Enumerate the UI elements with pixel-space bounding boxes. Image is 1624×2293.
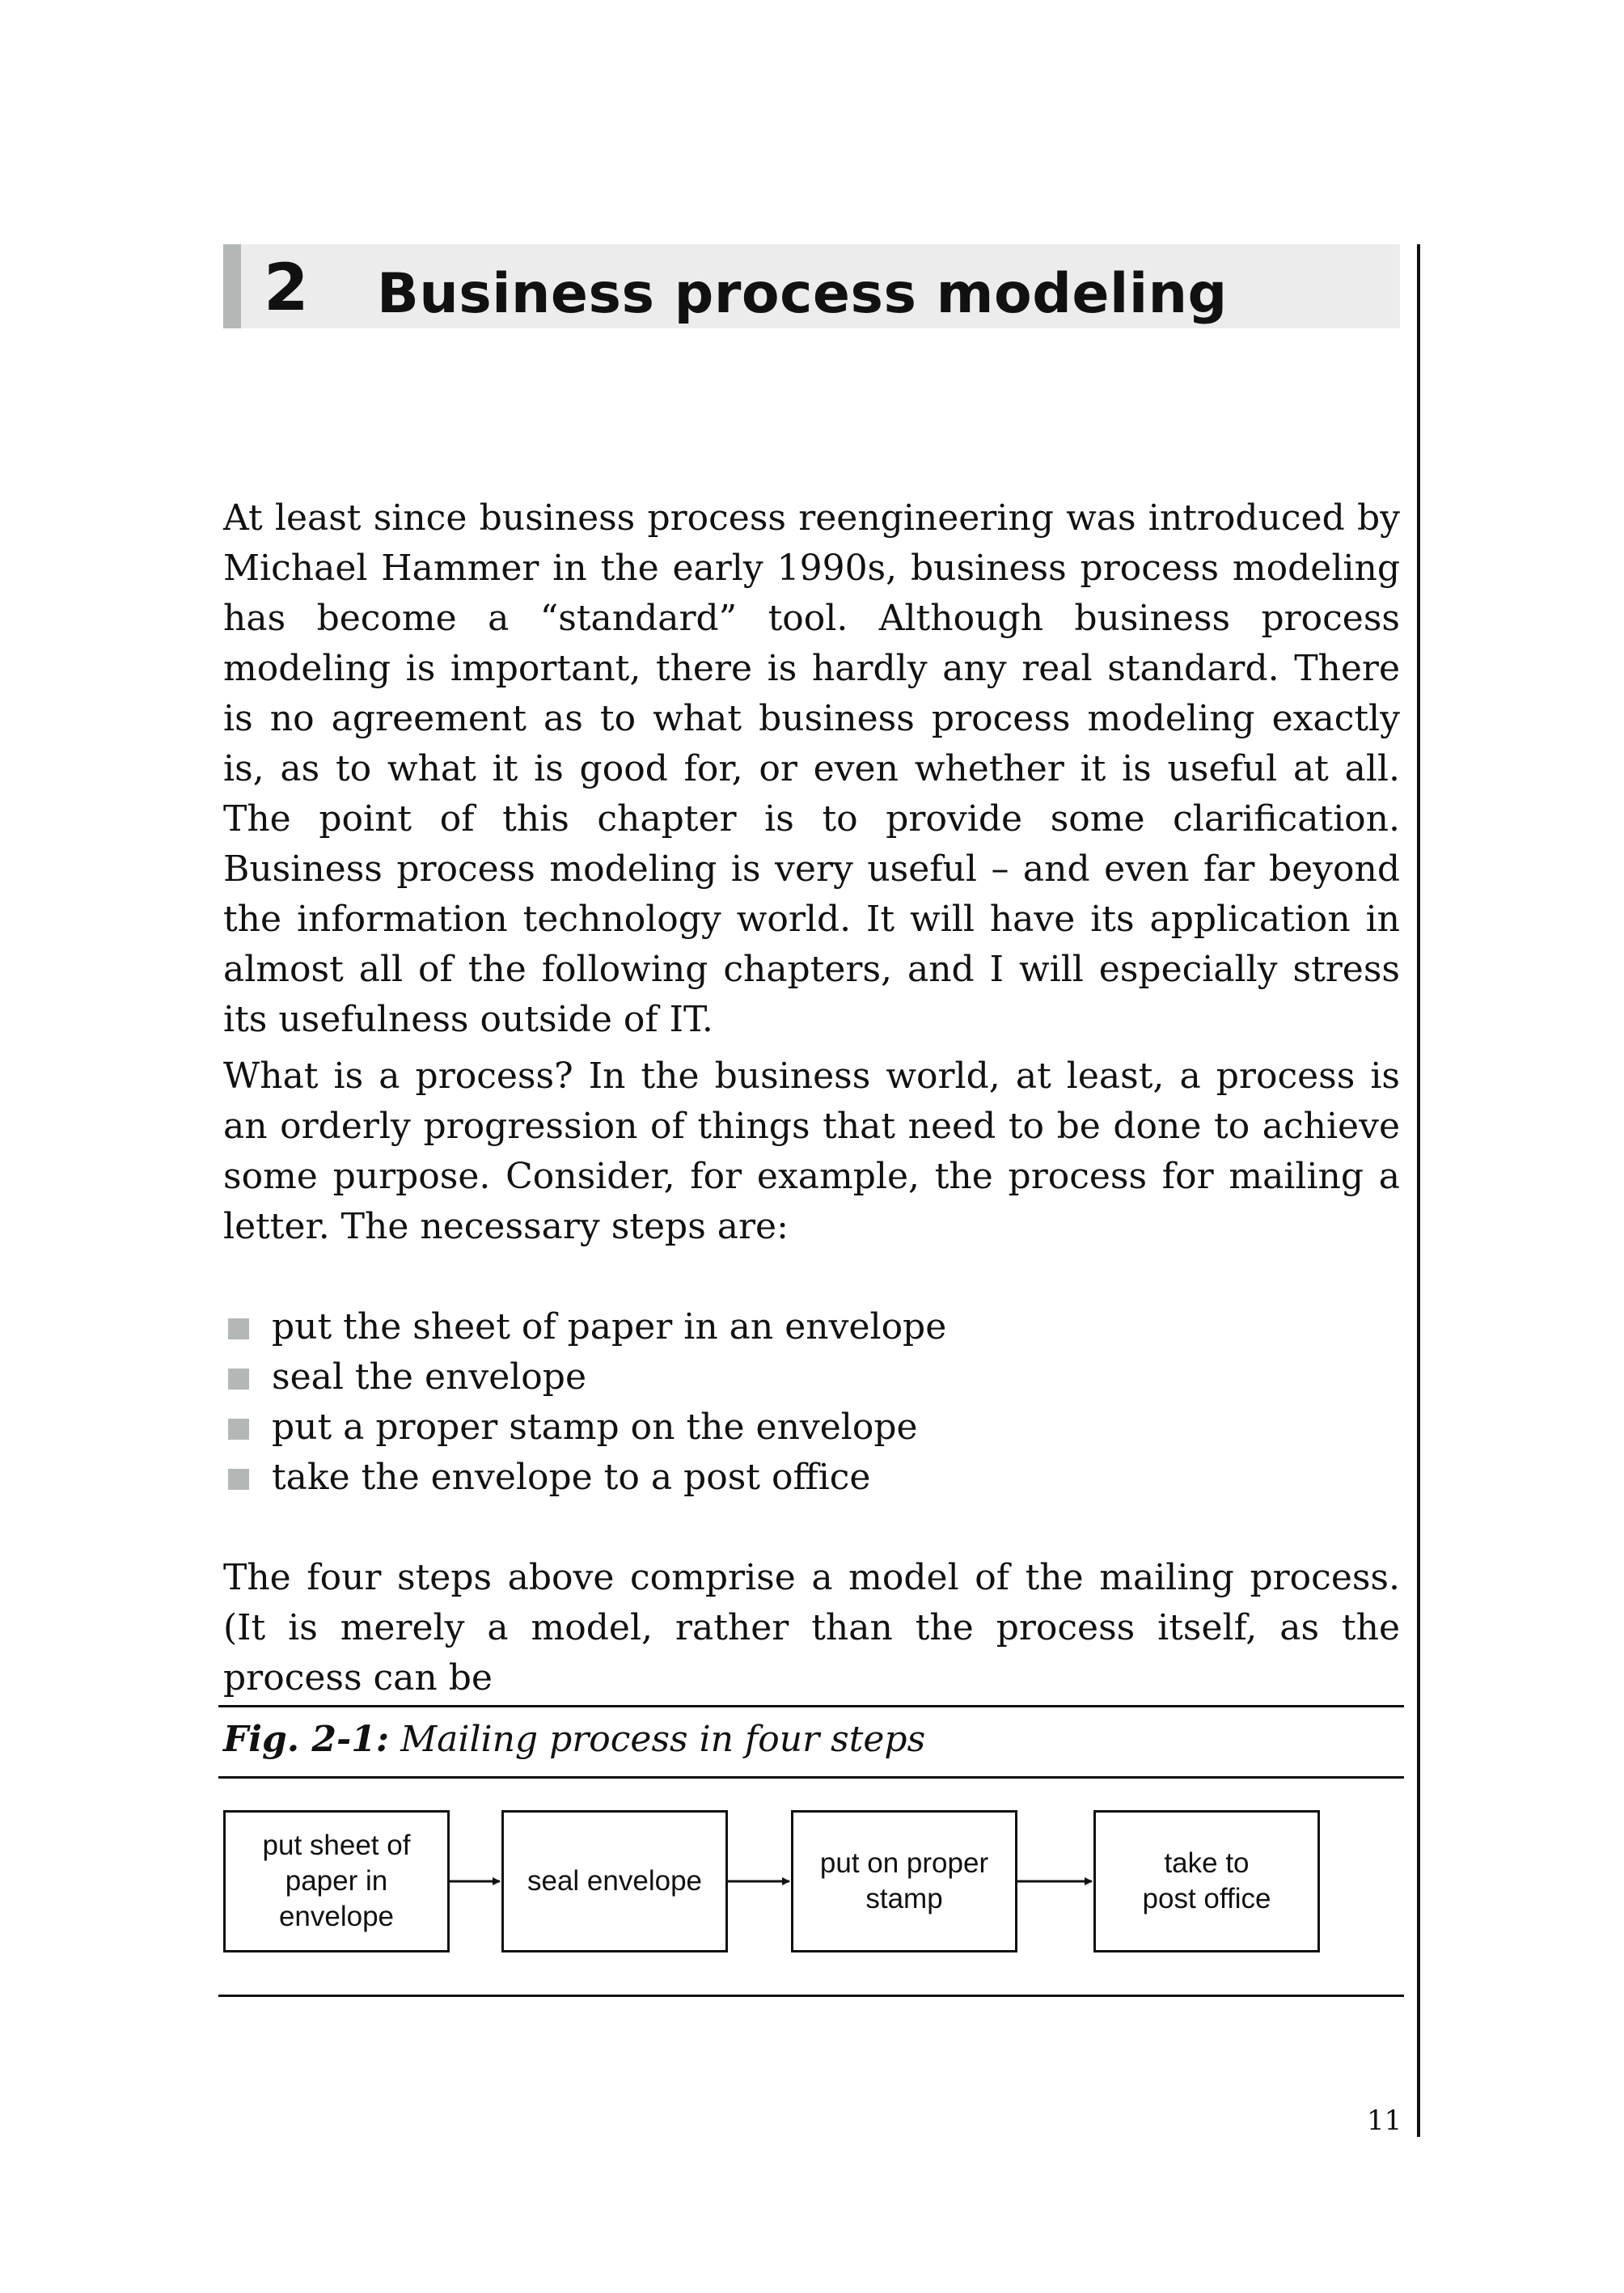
step-box-line: paper in: [285, 1865, 388, 1897]
square-bullet-icon: [228, 1469, 249, 1490]
figure-caption-text: Mailing process in four steps: [400, 1719, 926, 1760]
mailing-process-diagram: [218, 1804, 1351, 1965]
right-margin-rule: [1417, 244, 1420, 2137]
step-box-line: put sheet of: [262, 1830, 411, 1861]
step-box-seal-envelope: [501, 1810, 728, 1952]
list-item-text: take the envelope to a post office: [272, 1457, 871, 1498]
step-box-line: stamp: [865, 1883, 943, 1914]
list-item: [223, 1402, 1400, 1453]
step-box-line: seal envelope: [527, 1865, 702, 1897]
chapter-number: 2: [264, 250, 309, 325]
mailing-steps-list: [223, 1302, 1400, 1503]
square-bullet-icon: [228, 1419, 249, 1440]
step-box-line: take to: [1164, 1847, 1250, 1879]
step-box-line: post office: [1142, 1883, 1271, 1914]
square-bullet-icon: [228, 1318, 249, 1339]
paragraph-what-is-process: What is a process? In the business world, at least, a process is an orderly progression of things that need to be done to achieve some purpose. Consider, for example, the process for mailing a letter. The necessary steps are:: [223, 1056, 1400, 1247]
paragraph-intro: At least since business process reengineering was introduced by Michael Hammer in the early 1990s, business process modeling has become a “standard” tool. Although business process modeling is important, there is hardly any real standard. There is no agreement as to what business process modeling exactly is, as to what it is good for, or even whether it is useful at all. The point of this chapter is to provide some clarification. Business process modeling is very useful – and even far beyond the information technology world. It will have its application in almost all of the following chapters, and I will especially stress its usefulness outside of IT.: [223, 497, 1400, 1040]
figure-caption: [223, 1715, 925, 1765]
figure-bottom-rule: [218, 1995, 1404, 1997]
list-item: [223, 1352, 1400, 1402]
figure-label: Fig. 2-1:: [223, 1719, 390, 1760]
step-box-line: envelope: [278, 1901, 395, 1932]
chapter-heading: [223, 244, 1400, 328]
list-item-text: put the sheet of paper in an envelope: [272, 1306, 947, 1347]
step-box-put-stamp: [791, 1810, 1017, 1952]
figure-top-rule: [218, 1705, 1404, 1707]
heading-accent-bar: [223, 244, 241, 328]
square-bullet-icon: [228, 1369, 249, 1390]
paragraph-model: The four steps above comprise a model of the mailing process. (It is merely a model, rather than the process itself, as the process can be: [223, 1557, 1400, 1699]
list-item-text: put a proper stamp on the envelope: [272, 1407, 918, 1448]
list-item: [223, 1302, 1400, 1352]
page-number: 11: [1367, 2105, 1402, 2137]
step-box-put-sheet: [223, 1810, 450, 1952]
chapter-title: Business process modeling: [377, 262, 1228, 326]
step-box-line: put on proper: [819, 1847, 989, 1879]
list-item: [223, 1453, 1400, 1503]
list-item-text: seal the envelope: [272, 1356, 586, 1398]
step-box-post-office: [1093, 1810, 1320, 1952]
figure-caption-rule: [218, 1776, 1404, 1779]
